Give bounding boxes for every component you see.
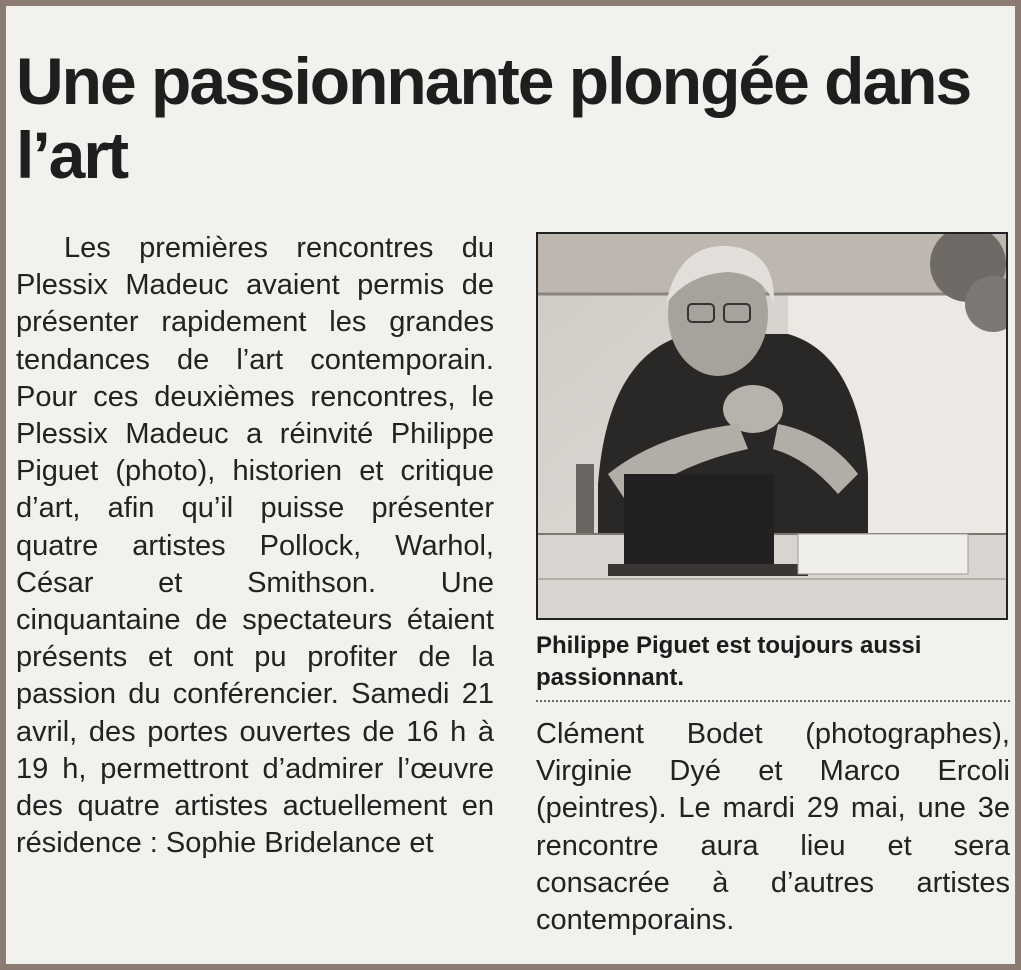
article-body-left: Les premières rencontres du Plessix Madeuc avaient permis de présenter rapidement les grandes tendances de l’art contemporain. Pour ces deuxièmes rencontres, le Plessix Madeuc a réinvité Philippe Piguet (photo), historien et critique d’art, afin qu’il puisse présenter quatre artistes Pollock, Warhol, César et Smithson. Une cinquantaine de spectateurs étaient présents et ont pu profiter de la passion du conférencier. Samedi 21 avril, des portes ouvertes de 16 h à 19 h, permettront d’admirer l’œuvre des quatre artistes actuellement en résidence : Sophie Bridelance et xyxy=(16,232,494,860)
headline: Une passionnante plongée dans l’art xyxy=(16,44,971,192)
article-body-right: Clément Bodet (photographes), Virginie Dyé et Marco Ercoli (peintres). Le mardi 29 mai, une 3e rencontre aura lieu et sera consacrée à d’autres artistes contemporains. xyxy=(536,718,1010,937)
photo-caption: Philippe Piguet est toujours aussi passionnant. xyxy=(536,630,1010,702)
speaker-photo-illustration xyxy=(538,234,1006,618)
newspaper-clipping xyxy=(6,6,1015,964)
speaker-photo xyxy=(536,232,1008,620)
